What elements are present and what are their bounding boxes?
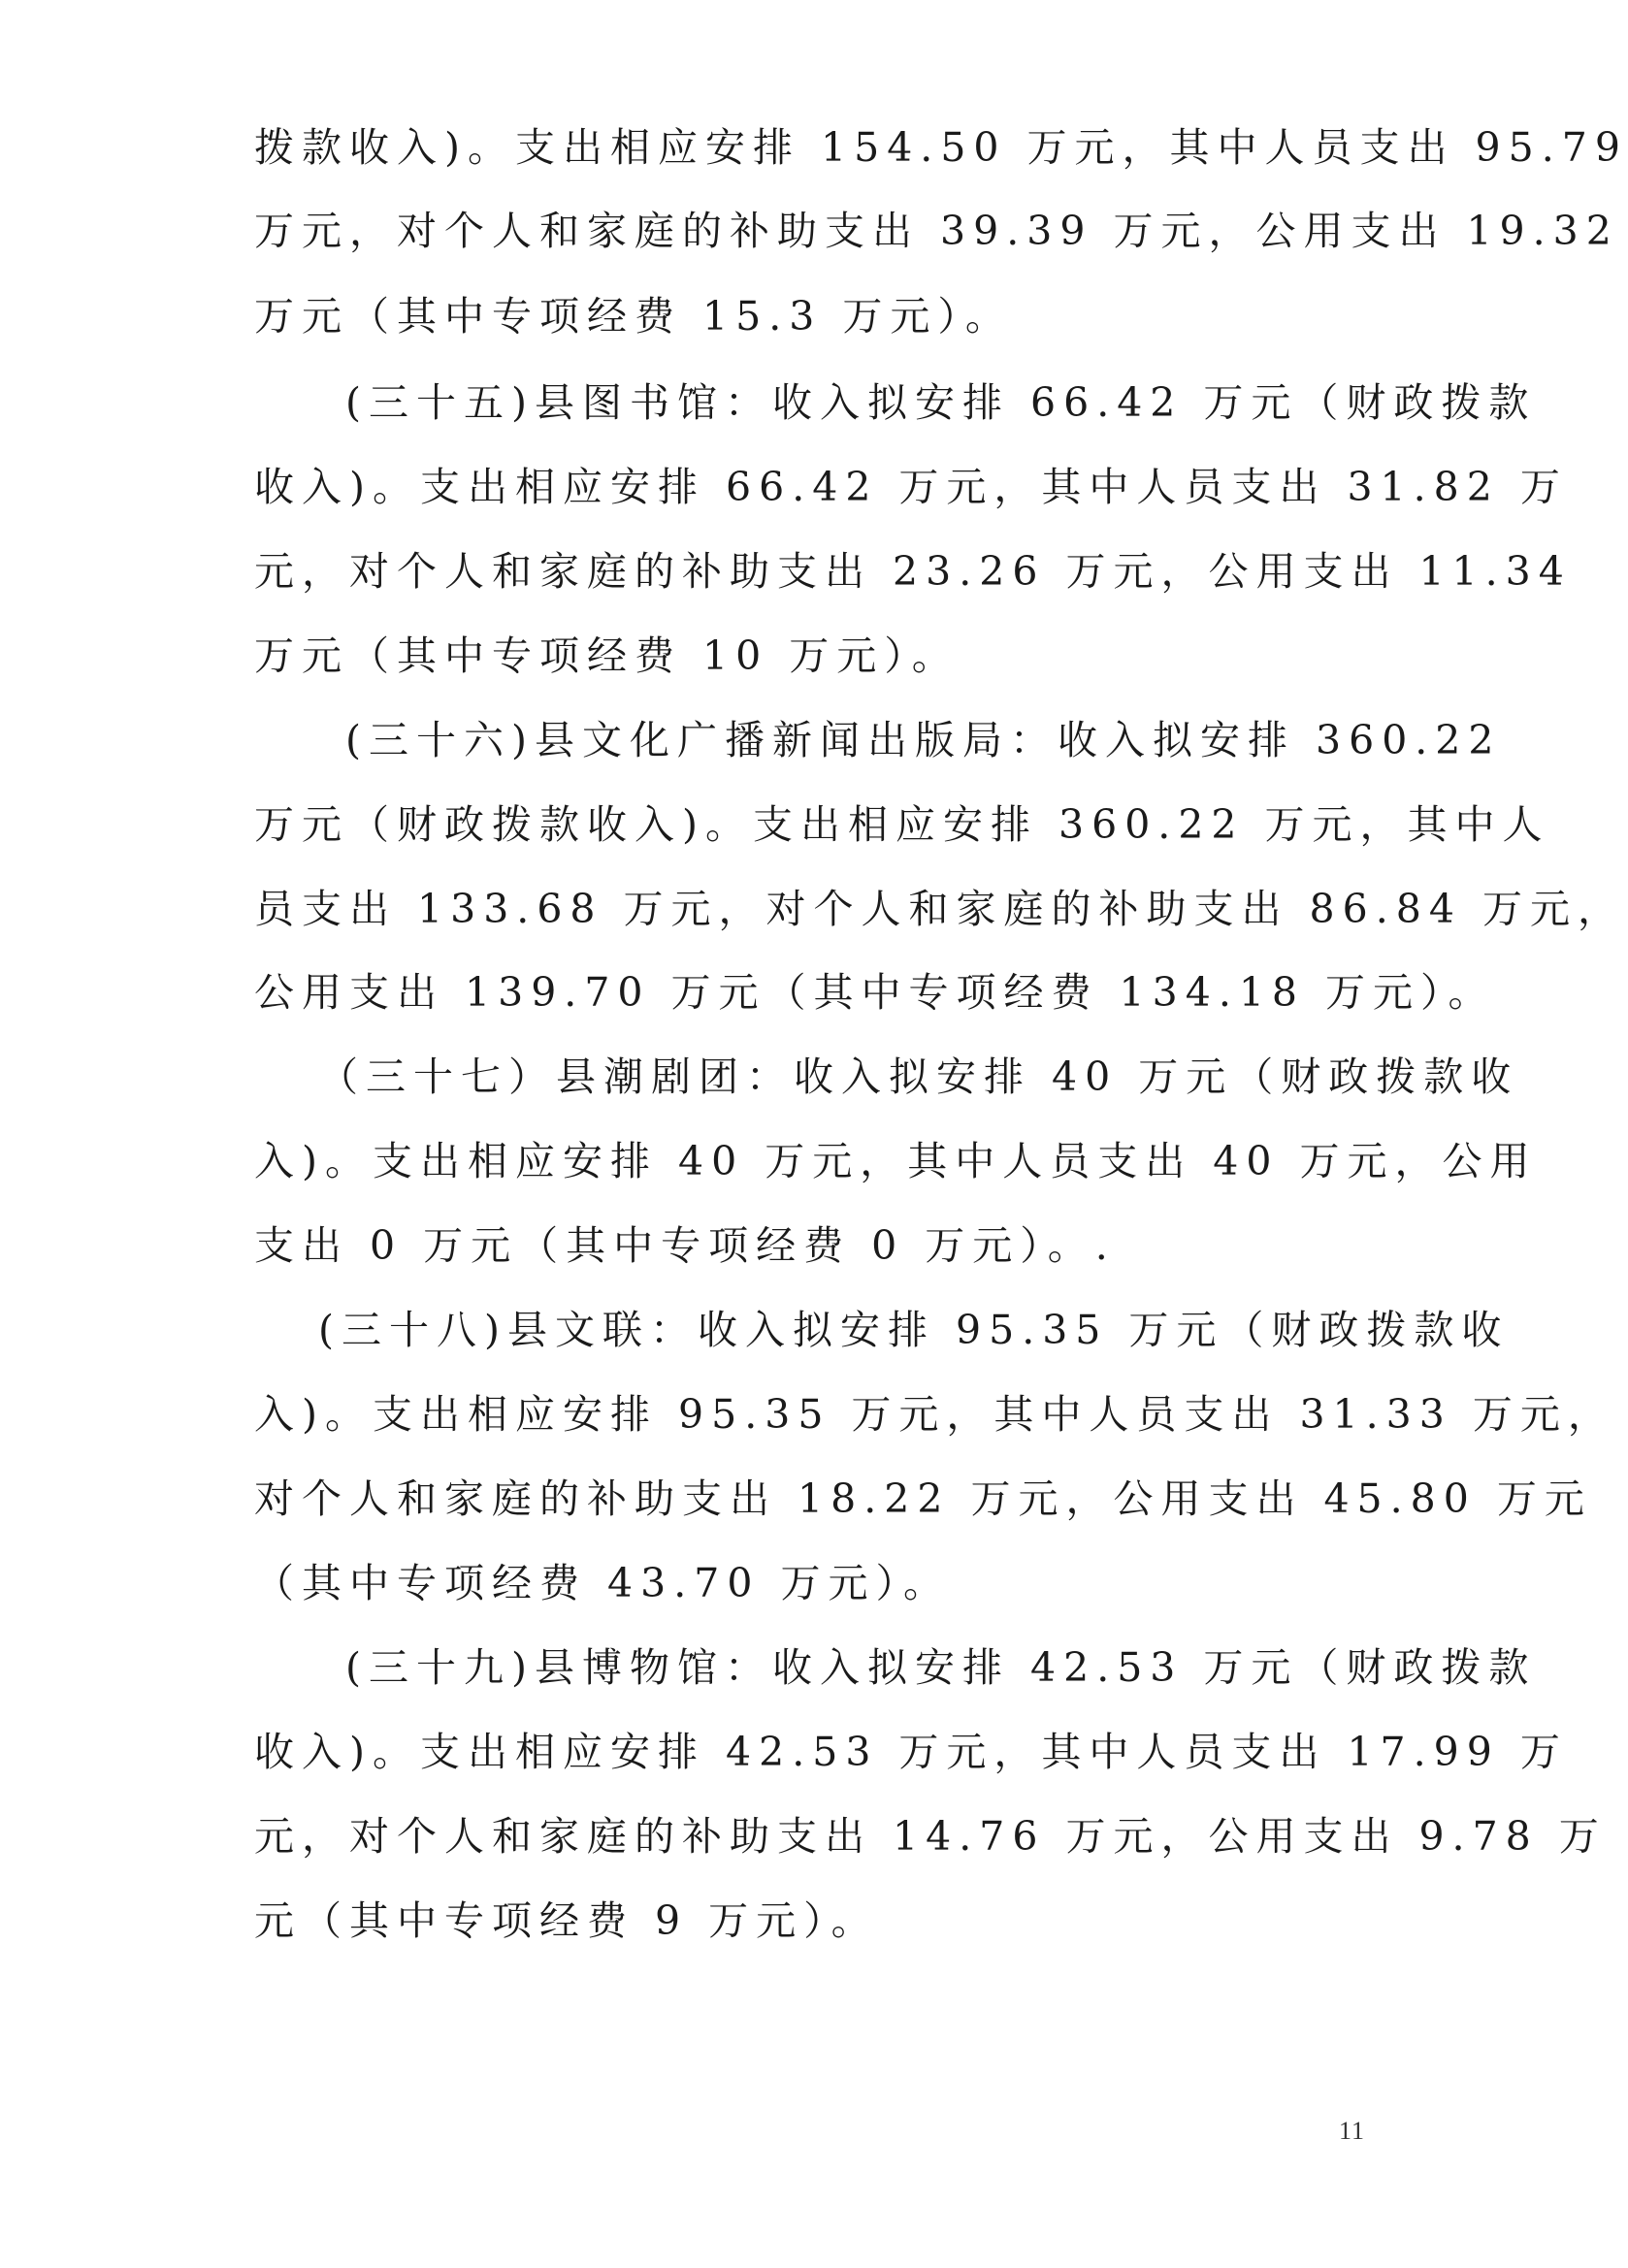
text-line: 收入)。支出相应安排 66.42 万元，其中人员支出 31.82 万 [254,464,1568,510]
paragraph-heading-35: (三十五)县图书馆：收入拟安排 66.42 万元（财政拨款 [345,379,1537,426]
text-line: 万元，对个人和家庭的补助支出 39.39 万元，公用支出 19.32 [254,208,1619,254]
text-line: 入)。支出相应安排 95.35 万元，其中人员支出 31.33 万元， [254,1391,1615,1438]
text-line: （其中专项经费 43.70 万元）。 [254,1560,951,1606]
text-line: 员支出 133.68 万元，对个人和家庭的补助支出 86.84 万元， [254,886,1625,932]
text-line: 支出 0 万元（其中专项经费 0 万元）。. [254,1222,1116,1269]
text-line: 万元（其中专项经费 15.3 万元）。 [254,293,1013,340]
paragraph-heading-36: (三十六)县文化广播新闻出版局：收入拟安排 360.22 [345,717,1502,763]
text-line: 元，对个人和家庭的补助支出 23.26 万元，公用支出 11.34 [254,548,1572,595]
text-line: 对个人和家庭的补助支出 18.22 万元，公用支出 45.80 万元 [254,1475,1592,1522]
text-line: 元，对个人和家庭的补助支出 14.76 万元，公用支出 9.78 万 [254,1813,1607,1860]
paragraph-heading-39: (三十九)县博物馆：收入拟安排 42.53 万元（财政拨款 [345,1644,1537,1691]
text-line: 拨款收入)。支出相应安排 154.50 万元，其中人员支出 95.79 [254,124,1628,171]
paragraph-heading-37: （三十七）县潮剧团：收入拟安排 40 万元（财政拨款收 [318,1053,1519,1100]
paragraph-heading-38: (三十八)县文联：收入拟安排 95.35 万元（财政拨款收 [318,1307,1510,1353]
text-line: 入)。支出相应安排 40 万元，其中人员支出 40 万元，公用 [254,1138,1538,1184]
text-line: 收入)。支出相应安排 42.53 万元，其中人员支出 17.99 万 [254,1729,1568,1775]
page-number: 11 [1339,2117,1366,2145]
text-line: 元（其中专项经费 9 万元）。 [254,1897,879,1944]
text-line: 公用支出 139.70 万元（其中专项经费 134.18 万元）。 [254,969,1496,1016]
text-line: 万元（财政拨款收入)。支出相应安排 360.22 万元，其中人 [254,801,1550,848]
text-line: 万元（其中专项经费 10 万元）。 [254,632,960,679]
